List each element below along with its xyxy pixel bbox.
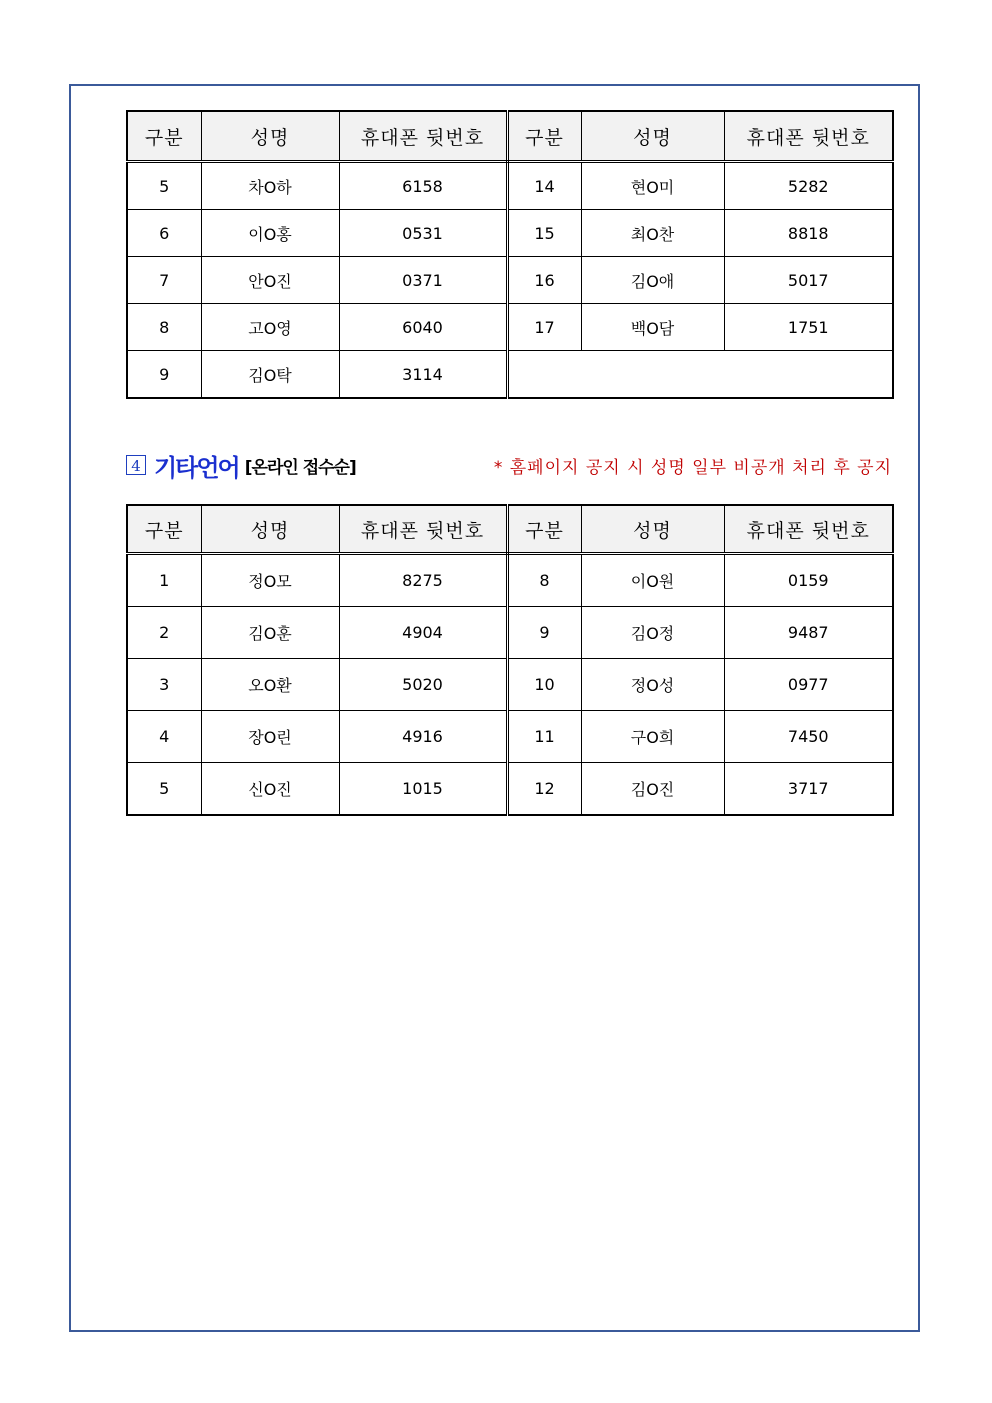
cell-phone: 6040	[339, 304, 507, 351]
cell-phone: 5282	[724, 162, 893, 210]
cell-name: 고O영	[201, 304, 339, 351]
header-number: 구분	[507, 505, 581, 554]
cell-phone: 8818	[724, 210, 893, 257]
cell-number: 1	[127, 554, 201, 607]
cell-phone: 0531	[339, 210, 507, 257]
header-phone: 휴대폰 뒷번호	[724, 505, 893, 554]
privacy-notice: * 홈페이지 공지 시 성명 일부 비공개 처리 후 공지	[493, 458, 892, 478]
table-row	[127, 210, 893, 257]
cell-phone: 1751	[724, 304, 893, 351]
cell-name: 김O정	[581, 607, 724, 659]
cell-phone: 7450	[724, 711, 893, 763]
roster-table-1	[126, 110, 894, 399]
cell-phone: 6158	[339, 162, 507, 210]
cell-number: 2	[127, 607, 201, 659]
cell-phone: 4904	[339, 607, 507, 659]
table-row	[127, 659, 893, 711]
cell-name: 정O모	[201, 554, 339, 607]
table-row	[127, 304, 893, 351]
cell-number: 15	[507, 210, 581, 257]
header-number: 구분	[507, 111, 581, 162]
cell-name: 차O하	[201, 162, 339, 210]
cell-number: 9	[507, 607, 581, 659]
cell-number: 8	[507, 554, 581, 607]
cell-number: 6	[127, 210, 201, 257]
table-row	[127, 351, 893, 399]
table-row	[127, 763, 893, 816]
cell-number: 16	[507, 257, 581, 304]
cell-phone: 0371	[339, 257, 507, 304]
header-phone: 휴대폰 뒷번호	[339, 111, 507, 162]
section-heading	[126, 450, 356, 480]
cell-phone: 3114	[339, 351, 507, 399]
cell-number: 14	[507, 162, 581, 210]
cell-phone: 3717	[724, 763, 893, 816]
section-subtitle: [온라인 접수순]	[244, 457, 356, 478]
cell-phone: 5017	[724, 257, 893, 304]
cell-name: 구O희	[581, 711, 724, 763]
cell-name: 김O진	[581, 763, 724, 816]
cell-number: 11	[507, 711, 581, 763]
header-number: 구분	[127, 111, 201, 162]
header-name: 성명	[201, 111, 339, 162]
header-number: 구분	[127, 505, 201, 554]
header-phone: 휴대폰 뒷번호	[724, 111, 893, 162]
cell-number: 8	[127, 304, 201, 351]
cell-number: 17	[507, 304, 581, 351]
cell-phone: 9487	[724, 607, 893, 659]
roster-table-2	[126, 504, 894, 816]
section-title: 기타언어	[154, 453, 239, 482]
table-row	[127, 554, 893, 607]
cell-phone: 0159	[724, 554, 893, 607]
cell-name: 안O진	[201, 257, 339, 304]
cell-phone: 0977	[724, 659, 893, 711]
cell-number: 5	[127, 162, 201, 210]
cell-phone: 4916	[339, 711, 507, 763]
cell-number: 9	[127, 351, 201, 399]
cell-name: 이O홍	[201, 210, 339, 257]
cell-name: 이O원	[581, 554, 724, 607]
cell-phone: 5020	[339, 659, 507, 711]
header-phone: 휴대폰 뒷번호	[339, 505, 507, 554]
cell-name: 김O탁	[201, 351, 339, 399]
cell-number: 10	[507, 659, 581, 711]
empty-cell	[507, 351, 893, 399]
cell-name: 오O환	[201, 659, 339, 711]
cell-number: 7	[127, 257, 201, 304]
table-header-row	[127, 505, 893, 554]
cell-name: 장O린	[201, 711, 339, 763]
cell-name: 김O애	[581, 257, 724, 304]
cell-phone: 8275	[339, 554, 507, 607]
cell-name: 신O진	[201, 763, 339, 816]
cell-number: 5	[127, 763, 201, 816]
cell-number: 3	[127, 659, 201, 711]
cell-number: 4	[127, 711, 201, 763]
table-row	[127, 711, 893, 763]
cell-number: 12	[507, 763, 581, 816]
cell-phone: 1015	[339, 763, 507, 816]
header-name: 성명	[581, 505, 724, 554]
cell-name: 현O미	[581, 162, 724, 210]
header-name: 성명	[201, 505, 339, 554]
section-number-box: 4	[126, 455, 146, 475]
cell-name: 김O훈	[201, 607, 339, 659]
table-row	[127, 607, 893, 659]
cell-name: 최O찬	[581, 210, 724, 257]
cell-name: 정O성	[581, 659, 724, 711]
table-row	[127, 162, 893, 210]
header-name: 성명	[581, 111, 724, 162]
cell-name: 백O담	[581, 304, 724, 351]
table-row	[127, 257, 893, 304]
table-header-row	[127, 111, 893, 162]
